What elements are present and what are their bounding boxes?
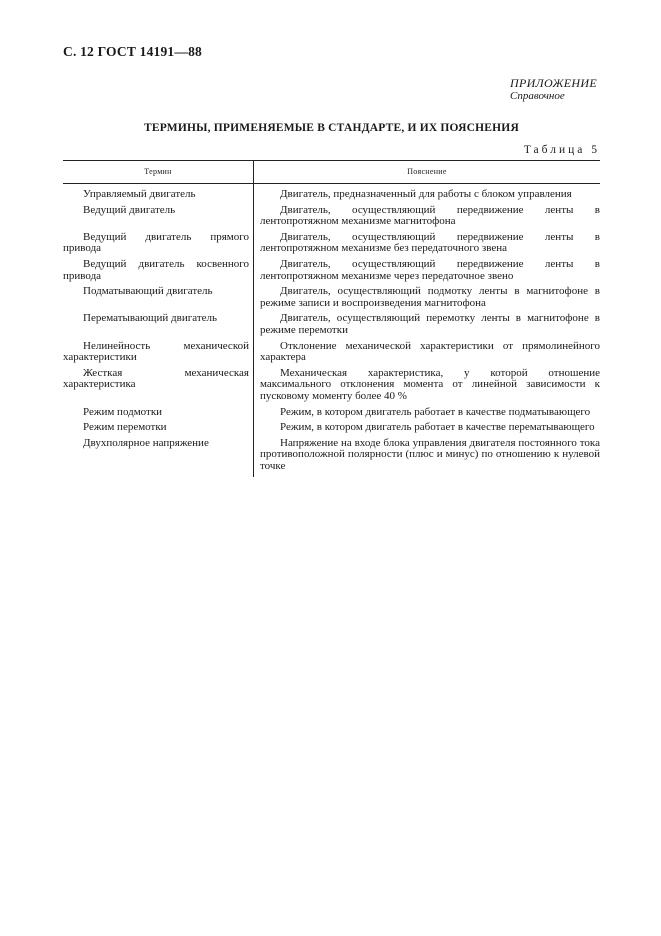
term-cell: Режим перемотки bbox=[83, 421, 167, 434]
appendix-label bbox=[510, 77, 600, 103]
explanation-cell: Отклонение механической характеристики от прямолинейного характера bbox=[253, 341, 600, 368]
terms-table bbox=[63, 160, 600, 477]
explanation-cell: Напряжение на входе блока управления двигателя постоянного тока противоположной полярности (плюс и минус) по отношению к нулевой точке bbox=[253, 438, 600, 478]
explanation-cell: Двигатель, осуществляющий передвижение ленты в лентопротяжном механизме через передаточное звено bbox=[253, 259, 600, 286]
term-cell: Ведущий двигатель косвенного привода bbox=[63, 257, 249, 282]
page-header: С. 12 ГОСТ 14191—88 bbox=[63, 44, 202, 59]
column-header-term: Термин bbox=[144, 167, 172, 176]
table-header bbox=[63, 160, 600, 184]
explanation-cell: Двигатель, осуществляющий подмотку ленты в магнитофоне в режиме записи и воспроизведения магнитофона bbox=[253, 286, 600, 313]
table-row bbox=[63, 438, 600, 478]
table-row bbox=[63, 286, 600, 313]
explanation-cell: Двигатель, осуществляющий передвижение ленты в лентопротяжном механизме магнитофона bbox=[253, 205, 600, 232]
table-caption: Таблица 5 bbox=[523, 144, 600, 156]
appendix-type: Справочное bbox=[510, 90, 565, 102]
table-row bbox=[63, 313, 600, 340]
term-cell: Двухполярное напряжение bbox=[83, 436, 209, 449]
term-cell: Ведущий двигатель bbox=[83, 203, 176, 216]
term-cell: Подматывающий двигатель bbox=[83, 285, 213, 298]
term-cell: Режим подмотки bbox=[83, 405, 163, 418]
explanation-cell: Режим, в котором двигатель работает в качестве перематывающего bbox=[253, 422, 600, 438]
table-row bbox=[63, 205, 600, 232]
term-cell: Перематывающий двигатель bbox=[83, 312, 218, 325]
table-row bbox=[63, 368, 600, 407]
document-title: ТЕРМИНЫ, ПРИМЕНЯЕМЫЕ В СТАНДАРТЕ, И ИХ ПОЯСНЕНИЯ bbox=[144, 122, 519, 134]
explanation-cell: Механическая характеристика, у которой отношение максимального отклонения момента от линейной зависимости к пусковому моменту более 40 % bbox=[253, 368, 600, 407]
table-row bbox=[63, 422, 600, 438]
explanation-cell: Режим, в котором двигатель работает в качестве подматывающего bbox=[253, 407, 600, 423]
explanation-cell: Двигатель, осуществляющий перемотку ленты в магнитофоне в режиме перемотки bbox=[253, 313, 600, 340]
table-body bbox=[63, 184, 600, 477]
table-row bbox=[63, 341, 600, 368]
table-row bbox=[63, 232, 600, 259]
explanation-cell: Двигатель, предназначенный для работы с блоком управления bbox=[253, 184, 600, 205]
column-header-explanation: Пояснение bbox=[253, 161, 600, 183]
appendix-title: ПРИЛОЖЕНИЕ bbox=[510, 76, 597, 90]
table-row bbox=[63, 184, 600, 205]
term-cell: Управляемый двигатель bbox=[83, 188, 196, 200]
explanation-cell: Двигатель, осуществляющий передвижение ленты в лентопротяжном механизме без передаточного звена bbox=[253, 232, 600, 259]
term-cell: Ведущий двигатель прямого привода bbox=[63, 230, 249, 255]
term-cell: Нелинейность механической характеристики bbox=[63, 339, 249, 364]
table-row bbox=[63, 259, 600, 286]
table-row bbox=[63, 407, 600, 423]
term-cell: Жесткая механическая характеристика bbox=[63, 366, 249, 391]
